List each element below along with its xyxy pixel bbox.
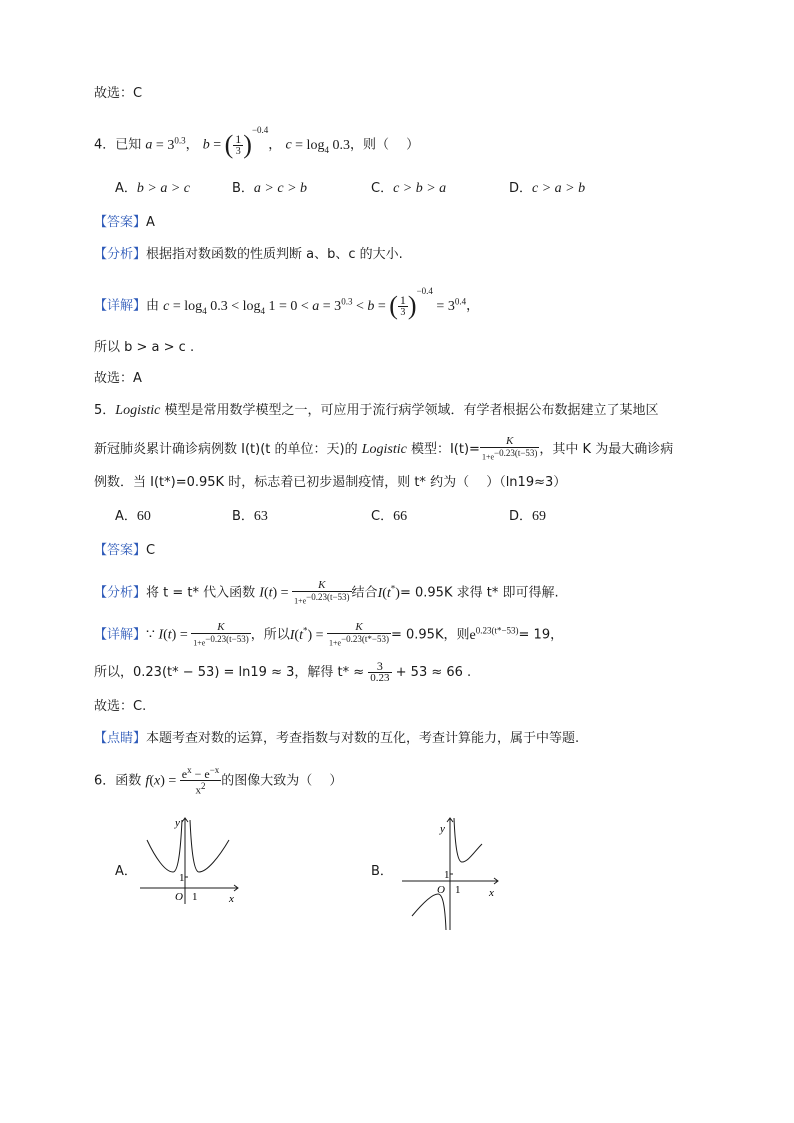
y-axis-label: y bbox=[440, 823, 445, 835]
tick-label-x1: 1 bbox=[192, 891, 198, 903]
q5-stem-line1: 5．Logistic 模型是常用数学模型之一，可应用于流行病学领域．有学者根据公布数据建立了某地区 bbox=[94, 403, 659, 418]
q5-option-b[interactable]: B．63 bbox=[232, 509, 268, 524]
q5-analysis: 【分析】将 t = t* 代入函数 I(t) = $\frac{K}{1+e^{-0.23(t-53)}}$ 结合I(t*)= 0.95K 求得 t* 即可得解. bbox=[94, 578, 559, 606]
q4-c-expr: c bbox=[285, 137, 292, 153]
q6-option-a-label[interactable]: A． bbox=[115, 864, 137, 879]
curve-right bbox=[454, 818, 482, 862]
q4-analysis: 【分析】根据指对数函数的性质判断 a、b、c 的大小. bbox=[94, 247, 403, 262]
q6-option-b-label[interactable]: B． bbox=[371, 864, 393, 879]
q5-detail: 【详解】∵ I(t) = $\frac{K}{1+e^{-0.23(t-53)}}$ ，所以I(t*) = $\frac{K}{1+e^{-0.23(t*-53)}}$ = 0.95K，则$e^{0.23(t*-53)}= 19$， bbox=[94, 620, 564, 648]
q4-option-b[interactable]: B．a > c > b bbox=[232, 181, 308, 196]
q4-stem-suffix: ，则（ ） bbox=[349, 137, 420, 153]
q4-detail: 【详解】由 $c = \log_4 0.3 < \log_4 1 = 0 < a = 3^{0.3} < b$ = ( $\frac{1}{3}$ )$^{-0.4} = 3^{0.4}$， bbox=[94, 286, 480, 321]
q4-a-expr: a bbox=[145, 137, 153, 153]
curve-left bbox=[412, 894, 446, 930]
q5-comment: 【点睛】本题考查对数的运算，考查指数与对数的互化，考查计算能力，属于中等题. bbox=[94, 731, 580, 746]
q5-option-d[interactable]: D．69 bbox=[509, 509, 547, 524]
q5-option-c[interactable]: C．66 bbox=[371, 509, 408, 524]
curve-right bbox=[190, 820, 229, 872]
q4-option-c[interactable]: C．c > b > a bbox=[371, 181, 447, 196]
q4-option-a[interactable]: A．b > a > c bbox=[115, 181, 191, 196]
q5-stem-line2: 新冠肺炎累计确诊病例数 I(t)(t 的单位：天)的 Logistic 模型：I(t)= $\frac{K}{1+e^{-0.23(t-53)}}$ ，其中 K 为最大确诊病 bbox=[94, 435, 674, 462]
q5-final: 故选：C. bbox=[94, 699, 147, 714]
y-axis-label: y bbox=[175, 817, 180, 829]
q4-option-d[interactable]: D．c > a > b bbox=[509, 181, 586, 196]
q6-graph-b[interactable] bbox=[400, 812, 505, 934]
tick-label-y1: 1 bbox=[444, 869, 450, 881]
tick-label-y1: 1 bbox=[179, 872, 185, 884]
q4-stem: 4．已知 $a = 3^{0.3}$， b = ( $\frac{1}{3}$ )$^{-0.4}$， $c = \log_4 0.3$，则（ ） bbox=[94, 125, 420, 160]
q4-final: 故选：A bbox=[94, 371, 142, 386]
q6-stem: 6．函数 f(x) = $\frac{e^x - e^{-x}}{x^2}$ 的图像大致为（ ） bbox=[94, 765, 343, 797]
q5-stem-line3: 例数．当 I(t*)=0.95K 时，标志着已初步遏制疫情，则 t* 约为（ ）（ln19≈3） bbox=[94, 475, 567, 490]
q4-b-expr: b bbox=[202, 137, 210, 153]
q5-option-a[interactable]: A．60 bbox=[115, 509, 151, 524]
prev-question-choice: 故选：C bbox=[94, 86, 143, 101]
origin-label: O bbox=[437, 884, 445, 896]
q4-answer: 【答案】A bbox=[94, 215, 155, 230]
origin-label: O bbox=[175, 891, 183, 903]
tick-label-x1: 1 bbox=[455, 884, 461, 896]
q5-answer: 【答案】C bbox=[94, 543, 156, 558]
q5-solve: 所以，0.23(t* − 53) = ln19 ≈ 3，解得 t* ≈ $\frac{3}{0.23}$ + 53 ≈ 66 . bbox=[94, 659, 472, 684]
q6-graph-a[interactable] bbox=[135, 812, 245, 908]
x-axis-label: x bbox=[229, 893, 234, 905]
x-axis-label: x bbox=[489, 887, 494, 899]
q4-stem-prefix: 4．已知 bbox=[94, 137, 142, 153]
q4-conclusion: 所以 b > a > c . bbox=[94, 340, 195, 355]
